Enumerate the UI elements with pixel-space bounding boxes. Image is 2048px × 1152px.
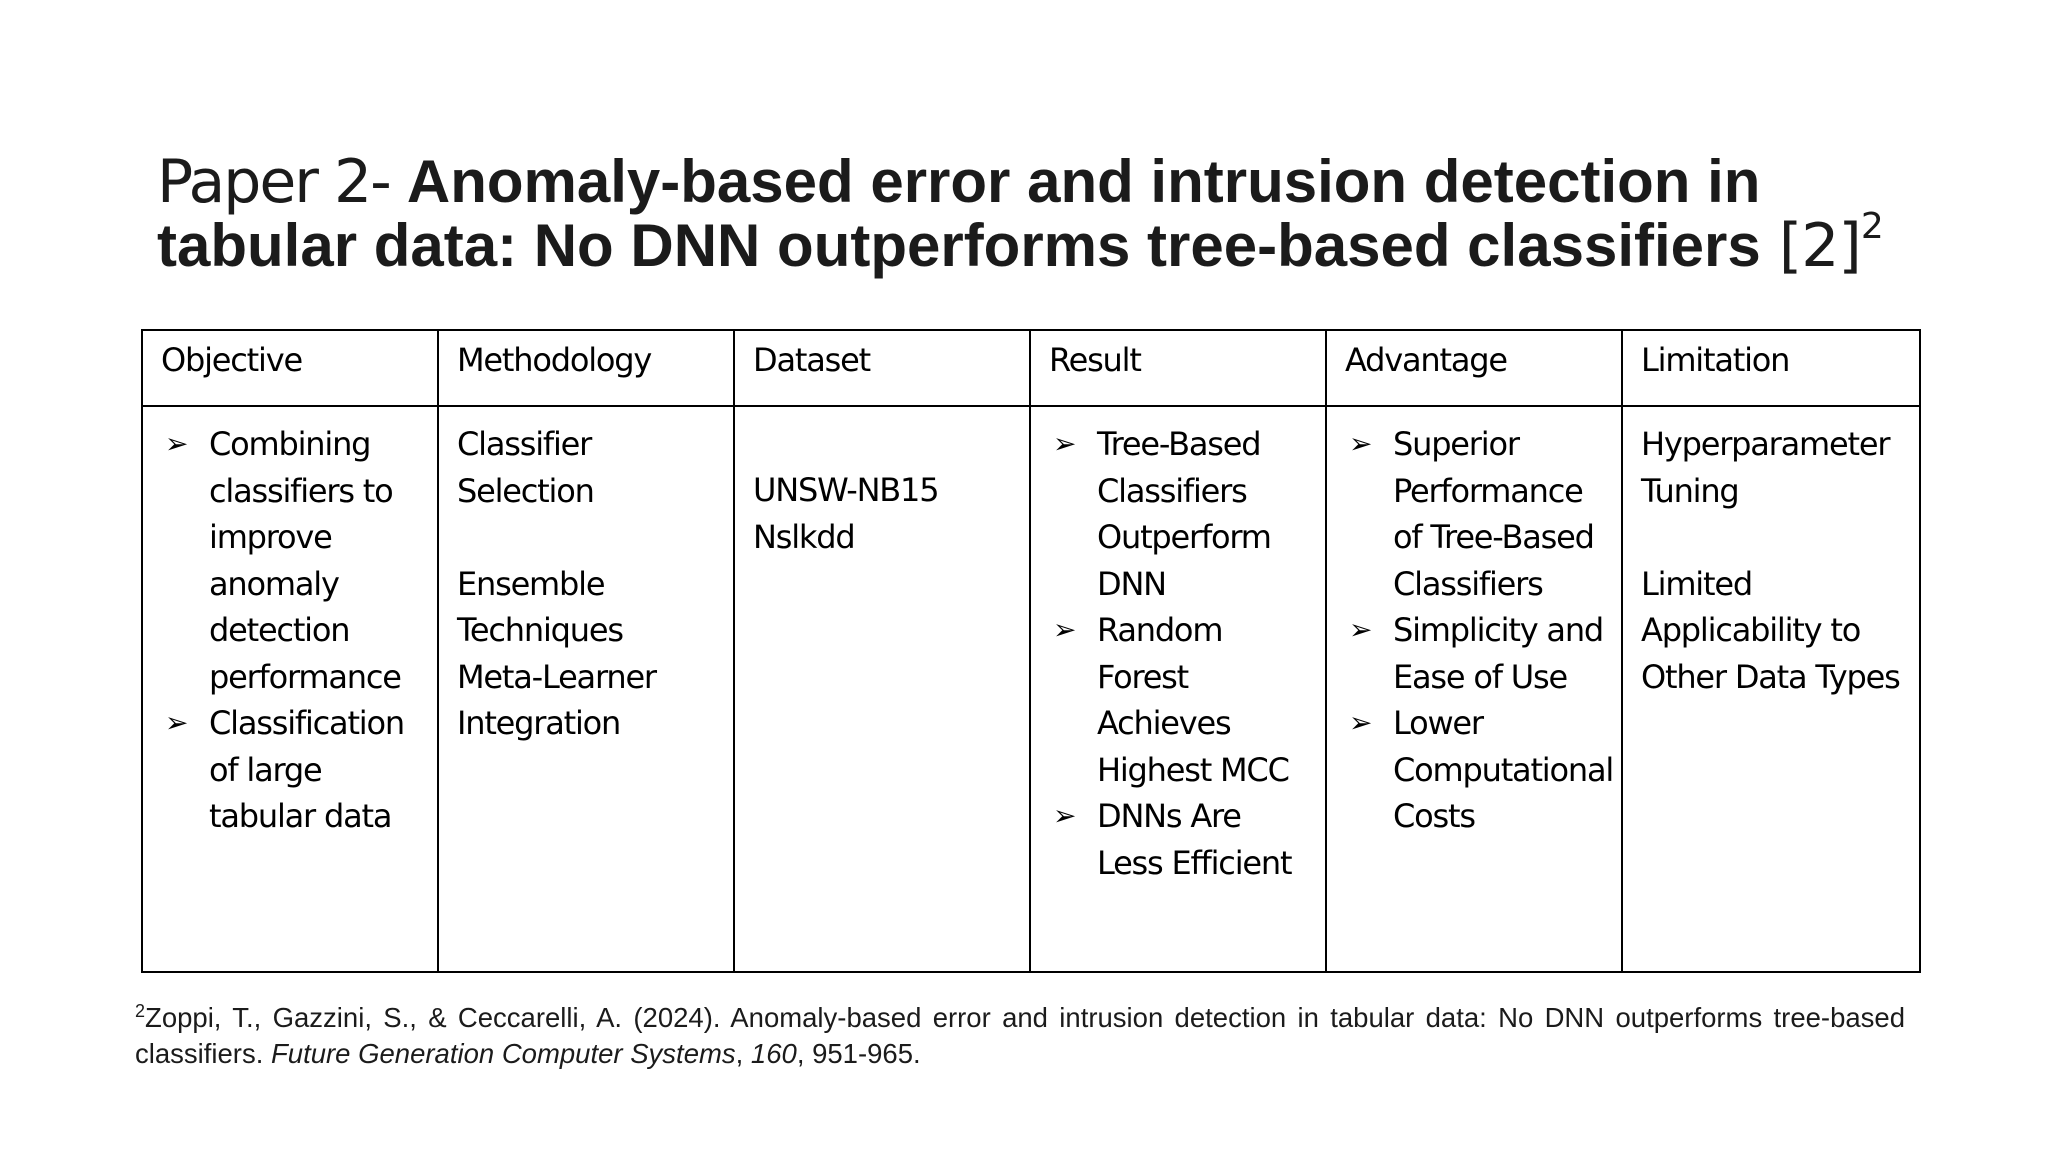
arrow-bullet-icon: ➢ [1349, 427, 1372, 460]
list-item [1345, 700, 1614, 840]
summary-table [141, 329, 1921, 973]
paper-title: Anomaly-based error and intrusion detection in tabular data: No DNN outperforms tree-based classifiers [157, 148, 1761, 279]
methodology-item: Meta-Learner Integration [457, 657, 656, 742]
citation-volume: 160 [750, 1038, 797, 1069]
advantage-text: Lower Computational Costs [1393, 704, 1614, 835]
arrow-bullet-icon: ➢ [165, 427, 188, 460]
arrow-bullet-icon: ➢ [165, 706, 188, 739]
reference-citation [135, 1000, 1905, 1072]
spacer [1641, 514, 1909, 561]
header-advantage: Advantage [1326, 330, 1622, 406]
methodology-cell [438, 406, 734, 972]
limitation-item: Limited Applicability to Other Data Types [1641, 564, 1900, 696]
slide-title [157, 147, 1957, 281]
limitation-item: Hyperparameter Tuning [1641, 425, 1890, 510]
table-row [142, 406, 1920, 972]
arrow-bullet-icon: ➢ [1053, 613, 1076, 646]
list-item [1049, 607, 1315, 793]
table-header-row [142, 330, 1920, 406]
objective-text: Combining classifiers to improve anomaly detection performance [209, 425, 401, 696]
list-item [161, 700, 427, 840]
limitation-cell [1622, 406, 1920, 972]
dataset-item: UNSW-NB15 [753, 471, 939, 509]
citation-separator: , [735, 1038, 751, 1069]
header-result: Result [1030, 330, 1326, 406]
header-dataset: Dataset [734, 330, 1030, 406]
arrow-bullet-icon: ➢ [1349, 613, 1372, 646]
header-limitation: Limitation [1622, 330, 1920, 406]
result-text: Random Forest Achieves Highest MCC [1097, 611, 1289, 789]
list-item [1049, 793, 1315, 886]
arrow-bullet-icon: ➢ [1053, 427, 1076, 460]
dataset-item: Nslkdd [753, 517, 855, 556]
list-item [1345, 421, 1611, 607]
citation-journal: Future Generation Computer Systems [271, 1038, 736, 1069]
list-item [161, 421, 427, 700]
arrow-bullet-icon: ➢ [1349, 706, 1372, 739]
list-item [1049, 421, 1315, 607]
methodology-item: Classifier Selection [457, 425, 594, 510]
header-objective: Objective [142, 330, 438, 406]
result-text: Tree-Based Classifiers Outperform DNN [1097, 425, 1271, 603]
result-cell [1030, 406, 1326, 972]
citation-footnote-mark: 2 [135, 1001, 146, 1021]
dataset-cell [734, 406, 1030, 972]
advantage-text: Superior Performance of Tree-Based Classifiers [1393, 425, 1594, 603]
result-text: DNNs Are Less Efficient [1097, 797, 1292, 882]
title-reference: [2] [1760, 211, 1861, 281]
list-item [1345, 607, 1611, 700]
header-methodology: Methodology [438, 330, 734, 406]
advantage-text: Simplicity and Ease of Use [1393, 611, 1604, 696]
citation-authors: Zoppi, T., Gazzini, S., & Ceccarelli, A. (2024). Anomaly-based error and intrusion detection in tabular data: No DNN outperforms tree-based classifiers. [135, 1002, 1905, 1069]
arrow-bullet-icon: ➢ [1053, 799, 1076, 832]
objective-cell [142, 406, 438, 972]
advantage-cell [1326, 406, 1622, 972]
title-prefix: Paper 2- [157, 147, 407, 217]
title-footnote-mark: 2 [1860, 206, 1884, 247]
methodology-item: Ensemble Techniques [457, 564, 623, 649]
objective-text: Classification of large tabular data [209, 704, 404, 835]
citation-pages: , 951-965. [796, 1038, 921, 1069]
spacer [457, 514, 723, 561]
